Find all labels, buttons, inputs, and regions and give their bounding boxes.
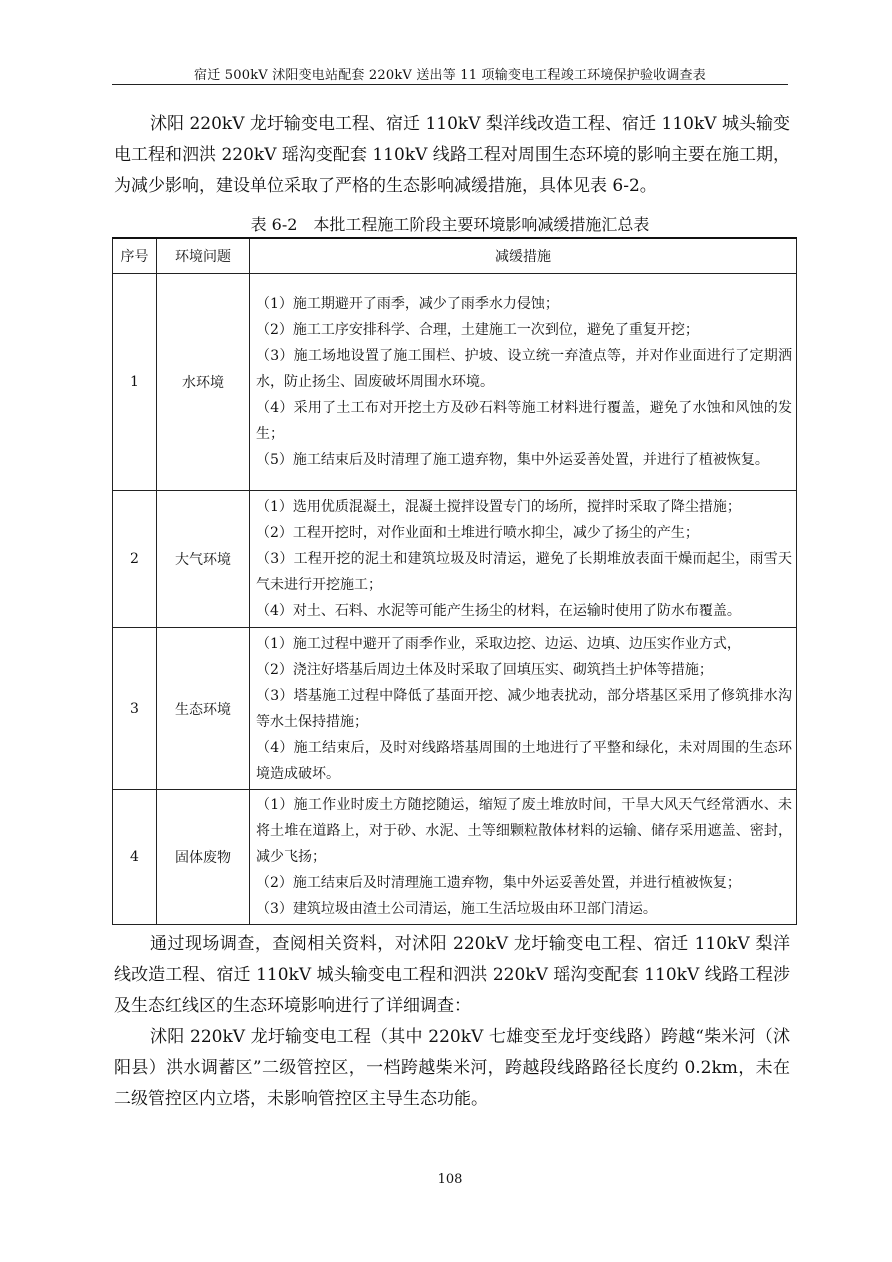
measure-item: （4）对土、石料、水泥等可能产生扬尘的材料，在运输时使用了防水布覆盖。 <box>256 603 741 619</box>
table-row <box>113 790 797 925</box>
measure-item: （3）塔基施工过程中降低了基面开挖、减少地表扰动，部分塔基区采用了修筑排水沟等水土保持措施； <box>256 687 792 730</box>
measure-item: （3）施工场地设置了施工围栏、护坡、设立统一弃渣点等，并对作业面进行了定期洒水，防止扬尘、固废破坏周围水环境。 <box>256 348 792 390</box>
mitigation-table <box>112 237 797 925</box>
table-header-row <box>113 238 797 274</box>
header-num: 序号 <box>113 238 157 274</box>
header-issue: 环境问题 <box>157 238 250 274</box>
header-measures: 减缓措施 <box>250 238 797 274</box>
measure-item: （1）选用优质混凝土，混凝土搅拌设置专门的场所，搅拌时采取了降尘措施； <box>256 499 741 515</box>
crossing-paragraph: 沭阳 220kV 龙圩输变电工程（其中 220kV 七雄变至龙圩变线路）跨越“柴米河（沭阳县）洪水调蓄区”二级管控区，一档跨越柴米河，跨越段线路路径长度约 0.2km，未在二级管控区内立塔，未影响管控区主导生态功能。 <box>114 1027 790 1109</box>
measure-item: （2）施工工序安排科学、合理，土建施工一次到位，避免了重复开挖； <box>256 322 699 338</box>
table-caption: 表 6-2 本批工程施工阶段主要环境影响减缓措施汇总表 <box>250 215 650 234</box>
measure-item: （3）建筑垃圾由渣土公司清运，施工生活垃圾由环卫部门清运。 <box>256 901 657 917</box>
row-measures <box>250 274 797 491</box>
row-number: 2 <box>113 491 157 628</box>
table-row <box>113 274 797 491</box>
measure-item: （2）浇注好塔基后周边土体及时采取了回填压实、砌筑挡土护体等措施； <box>256 661 713 678</box>
measure-item: （4）施工结束后，及时对线路塔基周围的土地进行了平整和绿化，未对周围的生态环境造成破坏。 <box>256 739 792 782</box>
row-number: 1 <box>113 274 157 491</box>
row-issue: 固体废物 <box>157 790 250 925</box>
measure-item: （1）施工期避开了雨季，减少了雨季水力侵蚀； <box>256 296 559 312</box>
measure-item: （3）工程开挖的泥土和建筑垃圾及时清运，避免了长期堆放表面干燥而起尘，雨雪天气未进行开挖施工； <box>256 551 792 593</box>
table-row <box>113 628 797 790</box>
row-issue: 生态环境 <box>157 628 250 790</box>
row-number: 3 <box>113 628 157 790</box>
page-header: 宿迁 500kV 沭阳变电站配套 220kV 送出等 11 项输变电工程竣工环境保护验收调查表 <box>194 68 706 83</box>
row-issue: 水环境 <box>157 274 250 491</box>
measure-item: （2）施工结束后及时清理施工遗弃物，集中外运妥善处置，并进行植被恢复； <box>256 875 741 891</box>
row-issue: 大气环境 <box>157 491 250 628</box>
table-row <box>113 491 797 628</box>
measure-item: （1）施工过程中避开了雨季作业，采取边挖、边运、边填、边压实作业方式， <box>256 635 741 652</box>
measure-item: （1）施工作业时废土方随挖随运，缩短了废土堆放时间，干旱大风天气经常洒水、未将土堆在道路上，对于砂、水泥、土等细颗粒散体材料的运输、储存采用遮盖、密封，减少飞扬； <box>256 797 792 865</box>
row-measures <box>250 790 797 925</box>
page-number: 108 <box>437 1172 463 1187</box>
intro-paragraph: 沭阳 220kV 龙圩输变电工程、宿迁 110kV 梨洋线改造工程、宿迁 110kV 城头输变电工程和泗洪 220kV 瑶沟变配套 110kV 线路工程对周围生态环境的影响主要在施工期，为减少影响，建设单位采取了严格的生态影响减缓措施，具体见表 6-2。 <box>114 114 790 196</box>
header-divider <box>112 84 788 85</box>
measure-item: （5）施工结束后及时清理了施工遗弃物，集中外运妥善处置，并进行了植被恢复。 <box>256 452 769 468</box>
findings-paragraph: 通过现场调查，查阅相关资料，对沭阳 220kV 龙圩输变电工程、宿迁 110kV 梨洋线改造工程、宿迁 110kV 城头输变电工程和泗洪 220kV 瑶沟变配套 110kV 线路工程涉及生态红线区的生态环境影响进行了详细调查： <box>114 934 790 1016</box>
measure-item: （2）工程开挖时，对作业面和土堆进行喷水抑尘，减少了扬尘的产生； <box>256 525 699 541</box>
row-measures <box>250 491 797 628</box>
measure-item: （4）采用了土工布对开挖土方及砂石料等施工材料进行覆盖，避免了水蚀和风蚀的发生； <box>256 400 792 442</box>
row-number: 4 <box>113 790 157 925</box>
row-measures <box>250 628 797 790</box>
